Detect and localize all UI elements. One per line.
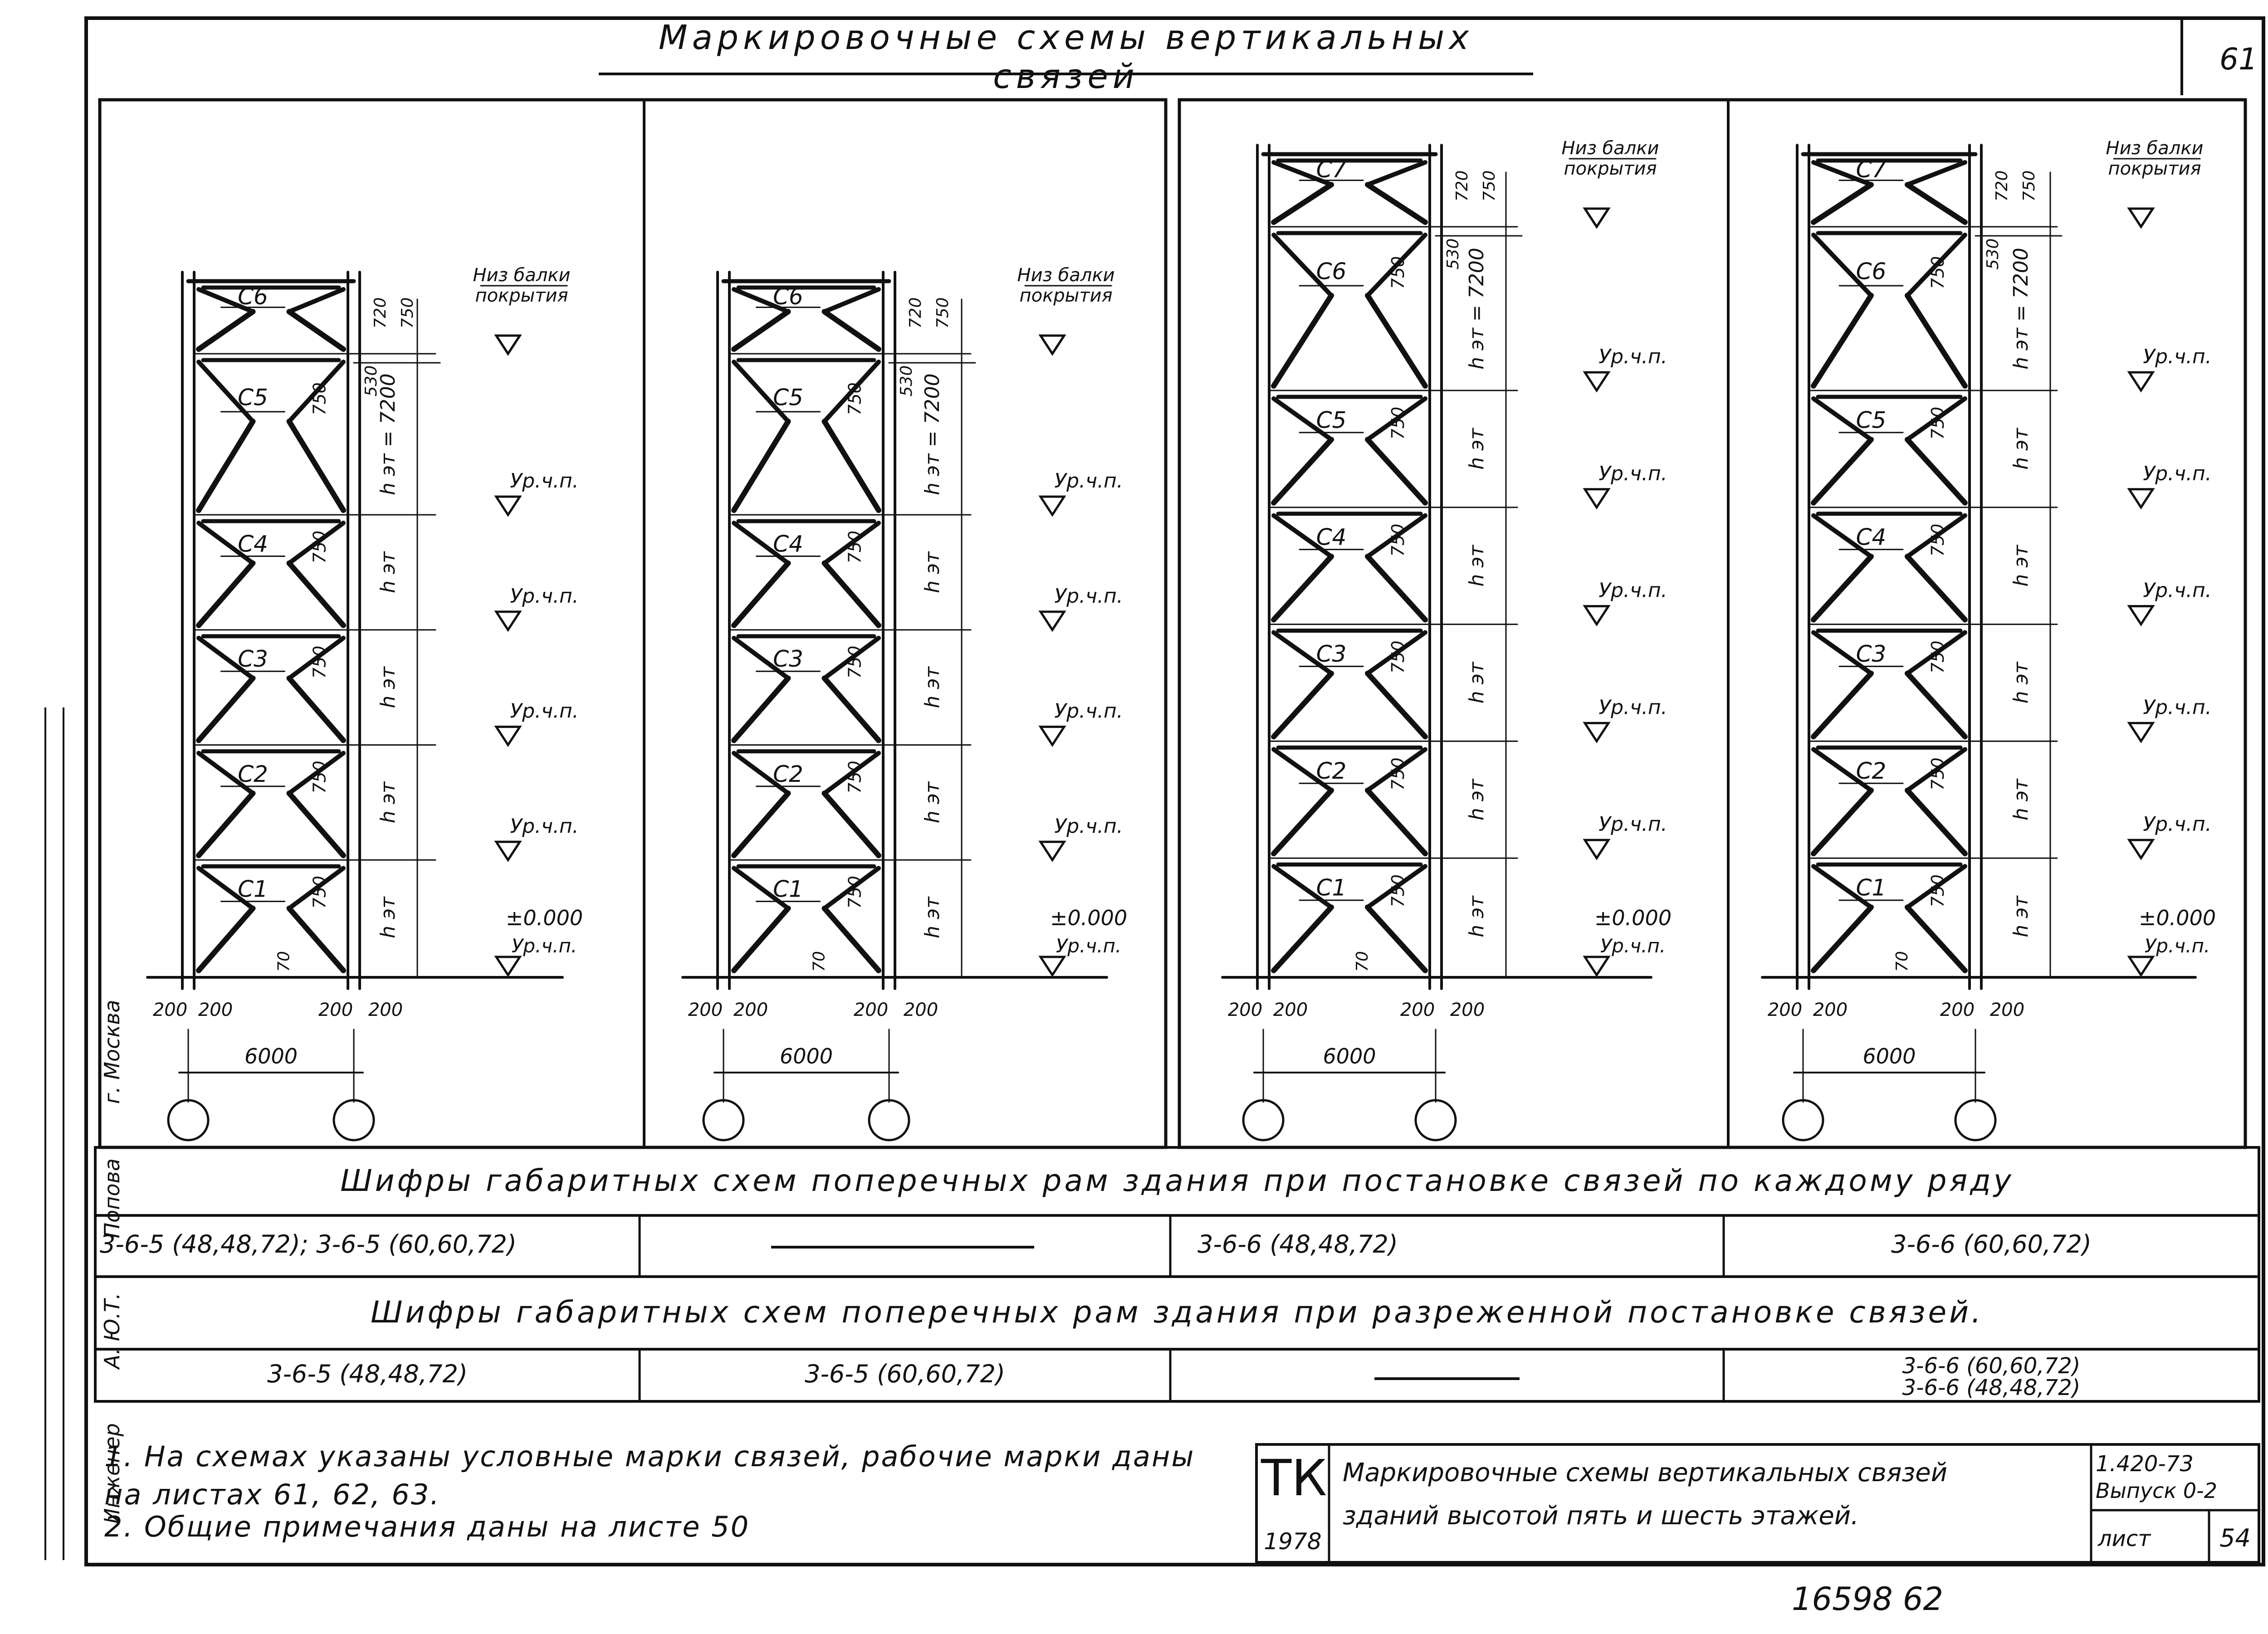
brace-member (1907, 556, 1965, 620)
brace-member (289, 678, 344, 740)
level-mark (2129, 723, 2153, 741)
brace-member (825, 563, 879, 625)
level-label: Ур.ч.п. (511, 935, 577, 957)
bottom-dim: 200 (733, 1000, 768, 1020)
storey-height-label: h эт (376, 781, 400, 824)
brace-member (1368, 185, 1425, 222)
dim-top: 750 (2020, 170, 2038, 202)
brace-label-С2: С2 (1316, 757, 1347, 784)
roof-level-mark (496, 336, 520, 354)
brace-label-С7: С7 (1856, 156, 1887, 183)
level-mark (496, 727, 520, 745)
level-mark (496, 497, 520, 515)
storey-height-label: h эт (1465, 896, 1488, 937)
table-row2-cell-4: 3-6-6 (60,60,72) 3-6-6 (48,48,72) (1902, 1353, 2081, 1400)
brace-member (1368, 439, 1425, 503)
note-2: 2. Общие примечания даны на листе 50 (104, 1510, 750, 1543)
brace-member (1907, 673, 1965, 737)
span-label: 6000 (1862, 1044, 1916, 1068)
zero-level-label: ±0.000 (2138, 906, 2216, 930)
brace-label-С1: С1 (1856, 874, 1887, 901)
storey-height-label: h эт (2009, 428, 2033, 470)
level-mark (1585, 489, 1608, 507)
bottom-dim: 200 (1273, 1000, 1308, 1020)
level-label: Ур.ч.п. (510, 699, 579, 723)
table-row2-title: Шифры габаритных схем поперечных рам здания при разреженной постановке связей. (370, 1295, 1984, 1330)
brace-label-С5: С5 (773, 384, 803, 411)
dim-base: 70 (1893, 951, 1911, 972)
level-mark (496, 842, 520, 860)
brace-member (1274, 673, 1331, 737)
level-label: Ур.ч.п. (1054, 469, 1123, 493)
brace-member (199, 563, 253, 625)
sheet-title: Маркировочные схемы вертикальных связей (599, 18, 1533, 75)
dim-brace: 750 (1388, 406, 1408, 440)
dim-brace: 750 (1388, 523, 1408, 557)
dim-brace: 750 (845, 530, 865, 564)
level-label: Ур.ч.п. (1600, 935, 1666, 957)
brace-label-С5: С5 (1316, 407, 1347, 434)
brace-member (1274, 439, 1331, 503)
brace-label-С6: С6 (1856, 258, 1887, 285)
brace-label-С4: С4 (238, 531, 268, 557)
side-stamp-line-3: Попова (100, 1158, 124, 1239)
brace-member (1368, 907, 1425, 971)
dim-top: 530 (1984, 238, 2002, 270)
roof-label-line-2: покрытия (2108, 158, 2201, 179)
level-label: Ур.ч.п. (2144, 935, 2210, 957)
axis-bubble (1416, 1100, 1456, 1140)
storey-height-label: h эт (921, 666, 944, 708)
table-row2-cell-2: 3-6-5 (60,60,72) (805, 1360, 1005, 1388)
span-label: 6000 (779, 1044, 833, 1068)
brace-member (1813, 907, 1871, 971)
axis-bubble (869, 1100, 909, 1140)
level-label: Ур.ч.п. (1598, 813, 1667, 836)
level-mark (1041, 842, 1064, 860)
dim-brace: 750 (845, 876, 865, 909)
brace-member (825, 793, 879, 855)
brace-label-С6: С6 (773, 283, 803, 310)
axis-bubble (1783, 1100, 1823, 1140)
title-block-issue: Выпуск 0-2 (2096, 1478, 2218, 1503)
brace-member (1368, 556, 1425, 620)
dim-brace: 750 (1928, 757, 1948, 790)
level-mark (2129, 957, 2153, 975)
level-label: Ур.ч.п. (2143, 345, 2212, 368)
dim-brace: 750 (1928, 640, 1948, 674)
brace-member (1368, 162, 1425, 185)
brace-member (1907, 790, 1965, 854)
title-block-sheet-label: лист (2098, 1526, 2151, 1551)
dim-brace: 750 (309, 382, 330, 415)
brace-member (825, 421, 879, 510)
side-stamp (100, 662, 127, 1524)
brace-member (734, 563, 788, 625)
bottom-dim: 200 (1227, 1000, 1263, 1020)
brace-member (289, 793, 344, 855)
brace-member (1813, 439, 1871, 503)
storey-height-label: h эт = 7200 (1465, 248, 1488, 370)
brace-member (199, 793, 253, 855)
level-label: Ур.ч.п. (2143, 462, 2212, 485)
dim-brace: 750 (1388, 874, 1408, 907)
dim-brace: 750 (845, 382, 865, 415)
brace-member (734, 793, 788, 855)
bottom-dim: 200 (1400, 1000, 1435, 1020)
level-label: Ур.ч.п. (1056, 935, 1122, 957)
brace-member (1274, 296, 1331, 386)
brace-member (734, 312, 788, 349)
storey-height-label: h эт (1465, 662, 1488, 704)
brace-member (289, 908, 344, 971)
storey-height-label: h эт (376, 897, 400, 938)
brace-label-С2: С2 (238, 761, 268, 787)
brace-label-С1: С1 (1316, 874, 1347, 901)
dim-brace: 750 (309, 876, 330, 909)
brace-member (1907, 185, 1965, 222)
dim-top: 720 (1453, 170, 1471, 202)
bottom-dim: 200 (1940, 1000, 1975, 1020)
table-row1-title: Шифры габаритных схем поперечных рам здания при постановке связей по каждому ряду (340, 1163, 2014, 1198)
storey-height-label: h эт (921, 551, 944, 593)
title-block-sheet-number: 54 (2219, 1524, 2251, 1552)
brace-label-С6: С6 (238, 283, 268, 310)
level-mark (1585, 723, 1608, 741)
storey-height-label: h эт (1465, 779, 1488, 821)
brace-label-С3: С3 (773, 646, 803, 673)
roof-label-line-1: Низ балки (473, 265, 571, 286)
dim-base: 70 (810, 951, 829, 972)
level-mark (1585, 372, 1608, 390)
level-mark (1041, 497, 1064, 515)
bottom-dim: 200 (1989, 1000, 2025, 1020)
level-label: Ур.ч.п. (510, 815, 579, 838)
brace-member (1813, 673, 1871, 737)
dim-brace: 750 (1388, 256, 1408, 289)
dim-brace: 750 (845, 645, 865, 679)
roof-label-line-1: Низ балки (2106, 138, 2204, 159)
brace-member (825, 312, 879, 349)
level-mark (1041, 727, 1064, 745)
bottom-dim: 200 (318, 1000, 353, 1020)
note-1: 1. На схемах указаны условные марки связей, рабочие марки даны на листах 61, 62, 63. (104, 1440, 1195, 1511)
sheet-corner-number: 61 (2219, 42, 2258, 77)
level-label: Ур.ч.п. (1598, 579, 1667, 602)
level-mark (1585, 606, 1608, 624)
dim-brace: 750 (1928, 256, 1948, 289)
level-label: Ур.ч.п. (1598, 696, 1667, 719)
storey-height-label: h эт (2009, 545, 2033, 587)
bottom-dim: 200 (1767, 1000, 1803, 1020)
level-label: Ур.ч.п. (510, 584, 579, 608)
frame-scheme-3 (1222, 138, 1672, 1140)
bottom-stamp: 16598 62 (1792, 1580, 1944, 1618)
brace-member (825, 678, 879, 740)
brace-label-С4: С4 (1316, 524, 1347, 551)
level-mark (496, 336, 520, 354)
dim-base: 70 (274, 951, 293, 972)
frame-scheme-1 (147, 265, 583, 1140)
level-mark (2129, 209, 2153, 227)
brace-member (289, 289, 344, 312)
brace-member (1368, 673, 1425, 737)
brace-member (1907, 162, 1965, 185)
roof-level-mark (1585, 209, 1608, 227)
dim-brace: 750 (845, 761, 865, 794)
dim-brace: 750 (1388, 640, 1408, 674)
level-mark (1585, 957, 1608, 975)
title-block-description-2: зданий высотой пять и шесть этажей. (1343, 1501, 1859, 1531)
bottom-dim: 200 (152, 1000, 188, 1020)
dim-top: 750 (1480, 170, 1499, 202)
level-mark (2129, 489, 2153, 507)
axis-bubble (168, 1100, 208, 1140)
level-mark (1041, 957, 1064, 975)
level-label: Ур.ч.п. (1054, 699, 1123, 723)
dim-brace: 750 (1928, 874, 1948, 907)
bottom-dim: 200 (688, 1000, 723, 1020)
brace-member (1813, 556, 1871, 620)
brace-member (289, 312, 344, 349)
side-stamp-line-4: г. Москва (100, 1000, 124, 1104)
brace-member (825, 908, 879, 971)
roof-level-mark (2129, 209, 2153, 227)
bottom-dim: 200 (368, 1000, 403, 1020)
bottom-dim: 200 (1450, 1000, 1485, 1020)
dim-brace: 750 (309, 645, 330, 679)
brace-label-С2: С2 (773, 761, 803, 787)
storey-height-label: h эт (2009, 662, 2033, 704)
level-label: Ур.ч.п. (1598, 345, 1667, 368)
brace-label-С2: С2 (1856, 757, 1887, 784)
level-mark (1585, 209, 1608, 227)
dim-top: 720 (906, 297, 925, 329)
roof-label-line-1: Низ балки (1561, 138, 1659, 159)
storey-height-label: h эт (376, 666, 400, 708)
brace-member (1813, 296, 1871, 386)
brace-label-С5: С5 (1856, 407, 1887, 434)
brace-member (1368, 790, 1425, 854)
brace-member (1274, 556, 1331, 620)
title-block-series: 1.420-73 (2096, 1451, 2194, 1477)
level-mark (496, 957, 520, 975)
brace-label-С4: С4 (1856, 524, 1887, 551)
zero-level-label: ±0.000 (1594, 906, 1672, 930)
title-block-description-1: Маркировочные схемы вертикальных связей (1343, 1458, 1948, 1488)
level-mark (2129, 840, 2153, 858)
axis-bubble (1955, 1100, 1995, 1140)
storey-height-label: h эт (1465, 428, 1488, 470)
bottom-dim: 200 (853, 1000, 889, 1020)
roof-level-mark (1041, 336, 1064, 354)
storey-height-label: h эт = 7200 (921, 373, 944, 495)
brace-member (1907, 439, 1965, 503)
frame-scheme-4 (1762, 138, 2216, 1140)
roof-label-line-2: покрытия (475, 285, 568, 306)
level-mark (1041, 336, 1064, 354)
dim-brace: 750 (309, 761, 330, 794)
storey-height-label: h эт (921, 781, 944, 824)
brace-member (1274, 907, 1331, 971)
brace-member (199, 908, 253, 971)
brace-member (199, 678, 253, 740)
dim-top: 530 (362, 365, 381, 397)
brace-label-С1: С1 (773, 876, 803, 902)
roof-label-line-2: покрытия (1564, 158, 1657, 179)
brace-member (734, 678, 788, 740)
axis-bubble (704, 1100, 743, 1140)
dim-top: 720 (371, 297, 390, 329)
storey-height-label: h эт (1465, 545, 1488, 587)
bottom-dim: 200 (198, 1000, 233, 1020)
roof-label-line-1: Низ балки (1017, 265, 1115, 286)
table-row2-cell-1: 3-6-5 (48,48,72) (267, 1360, 468, 1388)
brace-member (289, 563, 344, 625)
brace-member (199, 421, 253, 510)
dim-brace: 750 (309, 530, 330, 564)
level-label: Ур.ч.п. (510, 469, 579, 493)
brace-label-С4: С4 (773, 531, 803, 557)
brace-label-С3: С3 (1856, 641, 1887, 668)
dim-top: 750 (398, 297, 417, 329)
level-label: Ур.ч.п. (1598, 462, 1667, 485)
storey-height-label: h эт = 7200 (376, 373, 400, 495)
span-label: 6000 (244, 1044, 298, 1068)
dim-top: 530 (1444, 238, 1462, 270)
brace-member (289, 421, 344, 510)
brace-member (1813, 185, 1871, 222)
zero-level-label: ±0.000 (1050, 906, 1128, 930)
brace-member (1368, 296, 1425, 386)
level-mark (2129, 606, 2153, 624)
level-label: Ур.ч.п. (1054, 584, 1123, 608)
level-mark (496, 612, 520, 630)
table-row1-cell-1: 3-6-5 (48,48,72); 3-6-5 (60,60,72) (100, 1230, 517, 1258)
level-label: Ур.ч.п. (2143, 696, 2212, 719)
storey-height-label: h эт = 7200 (2009, 248, 2033, 370)
storey-height-label: h эт (2009, 779, 2033, 821)
brace-member (734, 908, 788, 971)
table-row1-cell-3: 3-6-6 (48,48,72) (1198, 1230, 1398, 1258)
dim-brace: 750 (1388, 757, 1408, 790)
brace-member (199, 312, 253, 349)
level-label: Ур.ч.п. (2143, 579, 2212, 602)
brace-label-С5: С5 (238, 384, 268, 411)
level-label: Ур.ч.п. (1054, 815, 1123, 838)
brace-member (1274, 790, 1331, 854)
level-mark (2129, 372, 2153, 390)
brace-member (1907, 296, 1965, 386)
title-block-logo: ТК (1261, 1449, 1327, 1507)
roof-label-line-2: покрытия (1019, 285, 1113, 306)
axis-bubble (1243, 1100, 1283, 1140)
dim-brace: 750 (1928, 523, 1948, 557)
brace-member (1813, 790, 1871, 854)
span-label: 6000 (1323, 1044, 1376, 1068)
title-block-year: 1978 (1264, 1528, 1322, 1555)
brace-member (734, 421, 788, 510)
bottom-dim: 200 (1813, 1000, 1848, 1020)
brace-member (1907, 907, 1965, 971)
zero-level-label: ±0.000 (505, 906, 583, 930)
dim-top: 720 (1993, 170, 2011, 202)
brace-member (1274, 185, 1331, 222)
level-label: Ур.ч.п. (2143, 813, 2212, 836)
brace-label-С7: С7 (1316, 156, 1347, 183)
brace-label-С3: С3 (238, 646, 268, 673)
bottom-dim: 200 (903, 1000, 938, 1020)
brace-label-С6: С6 (1316, 258, 1347, 285)
side-stamp-line-1: Инженер (100, 1423, 124, 1524)
brace-member (825, 289, 879, 312)
storey-height-label: h эт (921, 897, 944, 938)
dim-top: 530 (897, 365, 916, 397)
dim-brace: 750 (1928, 406, 1948, 440)
storey-height-label: h эт (376, 551, 400, 593)
level-mark (1041, 612, 1064, 630)
table-row1-cell-4: 3-6-6 (60,60,72) (1891, 1230, 2092, 1258)
dim-base: 70 (1353, 951, 1372, 972)
brace-label-С3: С3 (1316, 641, 1347, 668)
storey-height-label: h эт (2009, 896, 2033, 937)
dim-top: 750 (934, 297, 952, 329)
brace-label-С1: С1 (238, 876, 268, 902)
level-mark (1585, 840, 1608, 858)
side-stamp-line-2: А. Ю.Т. (100, 1293, 124, 1369)
frame-scheme-2 (683, 265, 1127, 1140)
axis-bubble (334, 1100, 374, 1140)
